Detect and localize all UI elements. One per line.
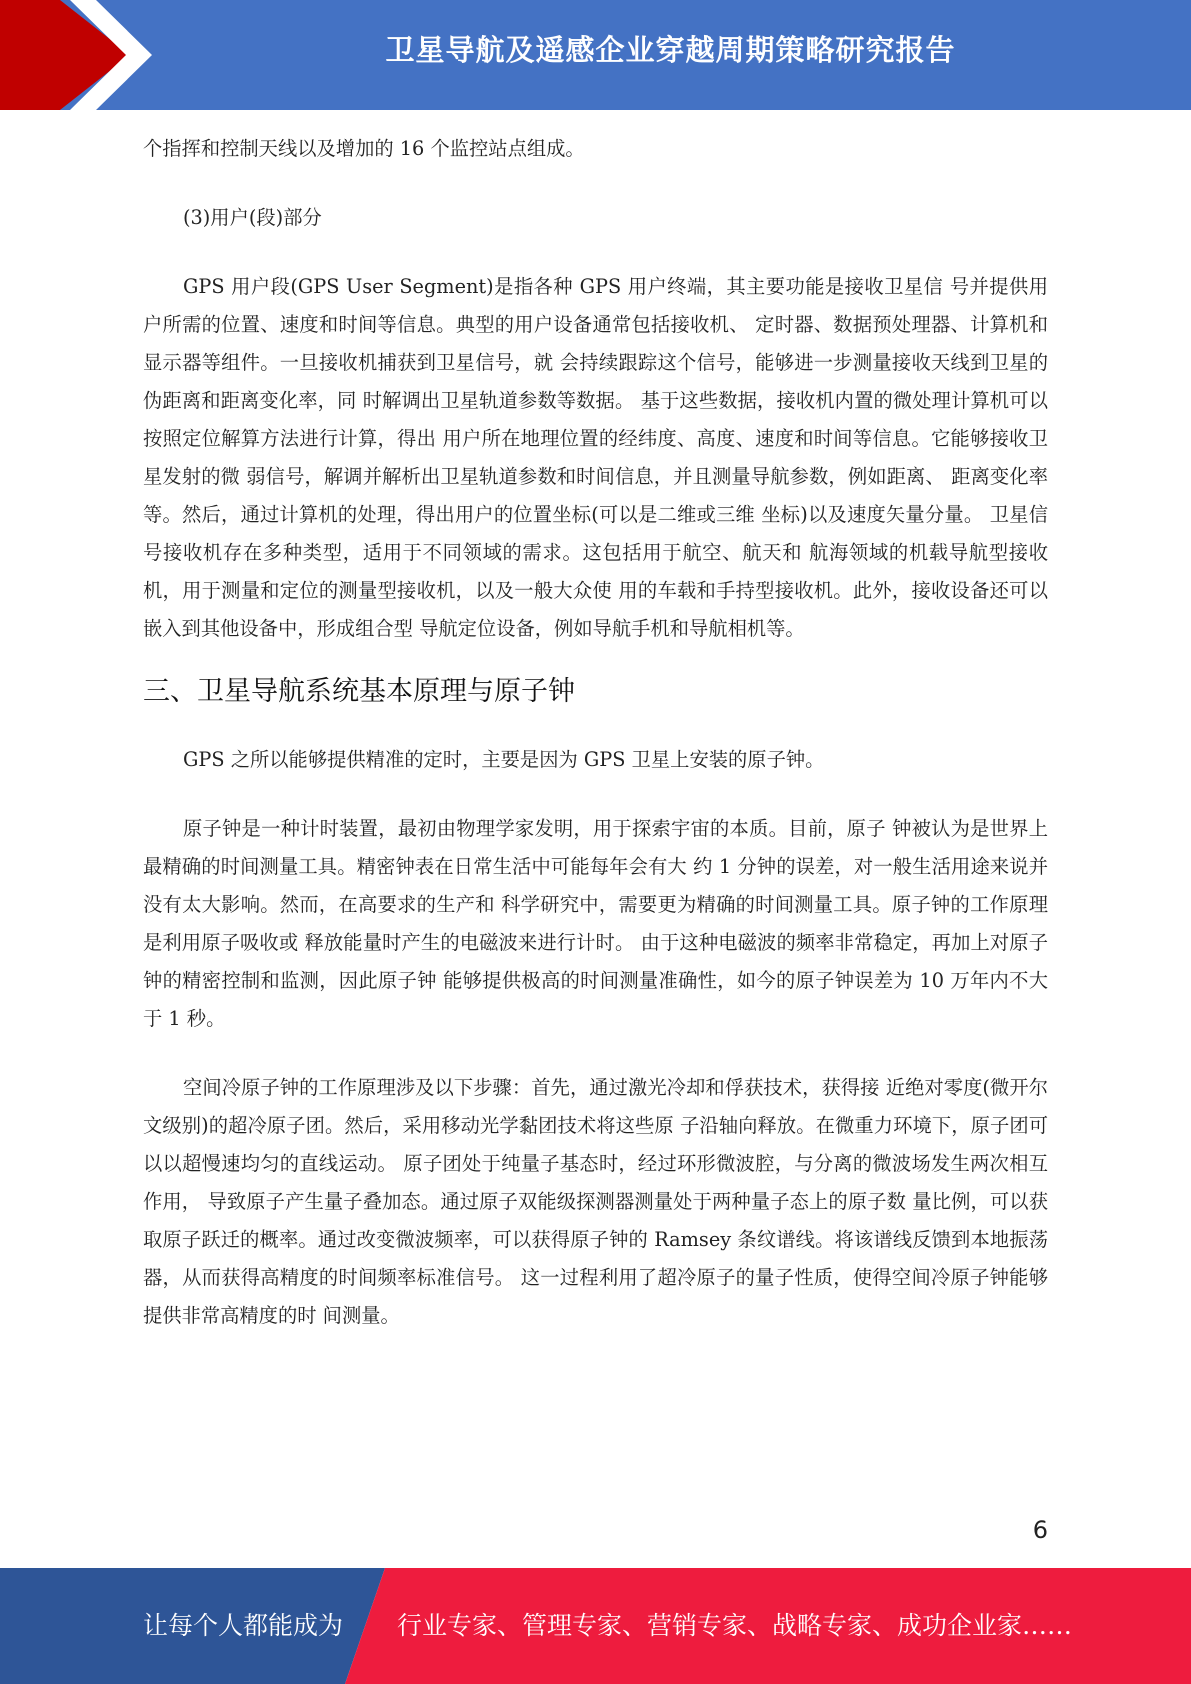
page-number: 6 [1032, 1516, 1048, 1544]
page-footer [0, 1568, 1191, 1684]
header-title: 卫星导航及遥感企业穿越周期策略研究报告 [385, 33, 956, 67]
paragraph-gps-user-segment: GPS 用户段(GPS User Segment)是指各种 GPS 用户终端，其主要功能是接收卫星信 号并提供用户所需的位置、速度和时间等信息。典型的用户设备通常包括接收机、 定时器、数据预处理器、计算机和显示器等组件。一旦接收机捕获到卫星信号，就 会持续跟踪这个信号，能够进一步测量接收天线到卫星的伪距离和距离变化率，同 时解调出卫星轨道参数等数据。 基于这些数据，接收机内置的微处理计算机可以按照定位解算方法进行计算，得出 用户所在地理位置的经纬度、高度、速度和时间等信息。它能够接收卫星发射的微 弱信号，解调并解析出卫星轨道参数和时间信息，并且测量导航参数，例如距离、 距离变化率等。然后，通过计算机的处理，得出用户的位置坐标(可以是二维或三维 坐标)以及速度矢量分量。 卫星信号接收机存在多种类型，适用于不同领域的需求。这包括用于航空、航天和 航海领域的机载导航型接收机，用于测量和定位的测量型接收机，以及一般大众使 用的车载和手持型接收机。此外，接收设备还可以嵌入到其他设备中，形成组合型 导航定位设备，例如导航手机和导航相机等。 [143, 275, 1048, 640]
paragraph-atomic-clock: 原子钟是一种计时装置，最初由物理学家发明，用于探索宇宙的本质。目前，原子 钟被认为是世界上最精确的时间测量工具。精密钟表在日常生活中可能每年会有大 约 1 分钟的误差，对一般生活用途来说并没有太大影响。然而，在高要求的生产和 科学研究中，需要更为精确的时间测量工具。原子钟的工作原理是利用原子吸收或 释放能量时产生的电磁波来进行计时。 由于这种电磁波的频率非常稳定，再加上对原子钟的精密控制和监测，因此原子钟 能够提供极高的时间测量准确性，如今的原子钟误差为 10 万年内不大于 1 秒。 [143, 817, 1048, 1030]
paragraph-continuation: 个指挥和控制天线以及增加的 16 个监控站点组成。 [143, 137, 585, 160]
paragraph-cold-atomic-clock: 空间冷原子钟的工作原理涉及以下步骤：首先，通过激光冷却和俘获技术，获得接 近绝对零度(微开尔文级别)的超冷原子团。然后，采用移动光学黏团技术将这些原 子沿轴向释放。在微重力环境下，原子团可以以超慢速均匀的直线运动。 原子团处于纯量子基态时，经过环形微波腔，与分离的微波场发生两次相互作用， 导致原子产生量子叠加态。通过原子双能级探测器测量处于两种量子态上的原子数 量比例，可以获取原子跃迁的概率。通过改变微波频率，可以获得原子钟的 Ramsey 条纹谱线。将该谱线反馈到本地振荡器，从而获得高精度的时间频率标准信号。 这一过程利用了超冷原子的量子性质，使得空间冷原子钟能够提供非常高精度的时 间测量。 [143, 1076, 1048, 1327]
footer-slogan-left: 让每个人都能成为 [143, 1611, 344, 1640]
document-body [143, 130, 1048, 1335]
subsection-heading-user-segment: (3)用户(段)部分 [183, 206, 322, 229]
footer-slogan-right: 行业专家、管理专家、营销专家、战略专家、成功企业家…… [397, 1611, 1073, 1640]
section-heading: 三、卫星导航系统基本原理与原子钟 [143, 676, 575, 707]
page-header [0, 0, 1191, 110]
paragraph-gps-timing: GPS 之所以能够提供精准的定时，主要是因为 GPS 卫星上安装的原子钟。 [183, 748, 825, 771]
